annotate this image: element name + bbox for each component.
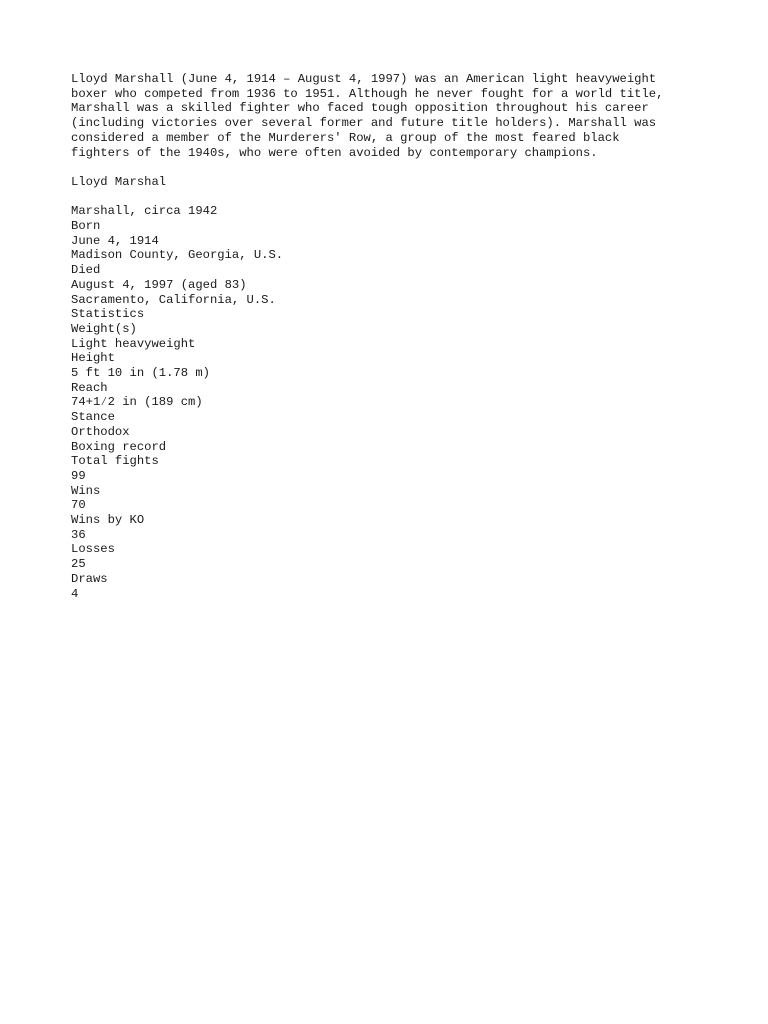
infobox-value: August 4, 1997 (aged 83) bbox=[71, 277, 247, 292]
infobox-value: 74+1⁄2 in (189 cm) bbox=[71, 395, 203, 410]
infobox-label: Wins bbox=[71, 483, 101, 498]
infobox-value: Madison County, Georgia, U.S. bbox=[71, 248, 284, 263]
infobox-value: Sacramento, California, U.S. bbox=[71, 292, 276, 307]
intro-line: Marshall was a skilled fighter who faced tough opposition throughout his career bbox=[71, 101, 649, 116]
infobox-value: June 4, 1914 bbox=[71, 233, 159, 248]
infobox-value: 99 bbox=[71, 468, 86, 483]
infobox-label: Weight(s) bbox=[71, 321, 137, 336]
document-body bbox=[71, 72, 711, 601]
infobox-value: 70 bbox=[71, 498, 86, 513]
infobox-caption: Marshall, circa 1942 bbox=[71, 204, 218, 219]
spacer bbox=[71, 190, 711, 205]
infobox-label: Stance bbox=[71, 410, 115, 425]
infobox-label: Died bbox=[71, 263, 101, 278]
infobox-label: Reach bbox=[71, 380, 108, 395]
infobox-label: Draws bbox=[71, 571, 108, 586]
infobox-title: Lloyd Marshal bbox=[71, 174, 167, 189]
infobox-label: Height bbox=[71, 351, 115, 366]
intro-line: boxer who competed from 1936 to 1951. Although he never fought for a world title, bbox=[71, 86, 664, 101]
infobox-value: 25 bbox=[71, 557, 86, 572]
intro-line: (including victories over several former and future title holders). Marshall was bbox=[71, 116, 657, 131]
intro-line: considered a member of the Murderers' Row, a group of the most feared black bbox=[71, 130, 620, 145]
infobox-list bbox=[71, 204, 711, 601]
intro-paragraph bbox=[71, 72, 711, 160]
infobox-label: Losses bbox=[71, 542, 115, 557]
infobox-section-heading: Boxing record bbox=[71, 439, 167, 454]
infobox-section-heading: Statistics bbox=[71, 307, 145, 322]
infobox-value: 36 bbox=[71, 527, 86, 542]
intro-line: fighters of the 1940s, who were often avoided by contemporary champions. bbox=[71, 145, 598, 160]
infobox-value: 4 bbox=[71, 586, 79, 601]
infobox-label: Born bbox=[71, 219, 101, 233]
infobox-value: 5 ft 10 in (1.78 m) bbox=[71, 366, 210, 381]
infobox-label: Total fights bbox=[71, 454, 159, 469]
spacer bbox=[71, 160, 711, 175]
infobox-value: Light heavyweight bbox=[71, 336, 196, 351]
infobox-label: Wins by KO bbox=[71, 513, 145, 528]
intro-line: Lloyd Marshall (June 4, 1914 – August 4, 1997) was an American light heavyweight bbox=[71, 72, 657, 86]
infobox-value: Orthodox bbox=[71, 424, 130, 439]
